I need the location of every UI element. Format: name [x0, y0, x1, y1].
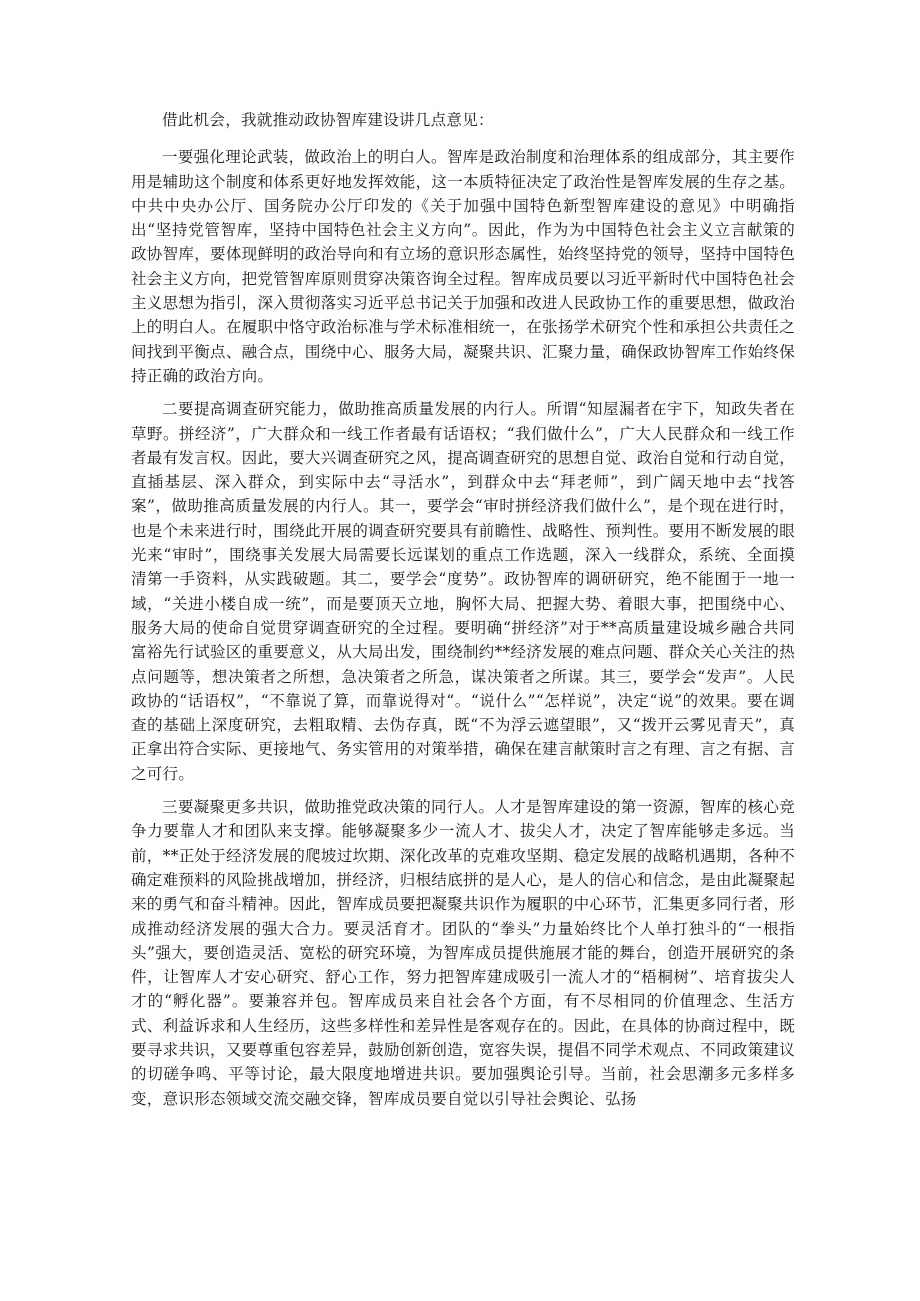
- paragraph-theory: 一要强化理论武装，做政治上的明白人。智库是政治制度和治理体系的组成部分，其主要作用是辅助这个制度和体系更好地发挥效能，这一本质特征决定了政治性是智库发展的生存之基。中共中央办公厅、国务院办公厅印发的《关于加强中国特色新型智库建设的意见》中明确指出“坚持党管智库，坚持中国特色社会主义方向”。因此，作为为中国特色社会主义立言献策的政协智库，要体现鲜明的政治导向和有立场的意识形态属性，始终坚持党的领导，坚持中国特色社会主义方向，把党管智库原则贯穿决策咨询全过程。智库成员要以习近平新时代中国特色社会主义思想为指引，深入贯彻落实习近平总书记关于加强和改进人民政协工作的重要思想，做政治上的明白人。在履职中恪守政治标准与学术标准相统一，在张扬学术研究个性和承担公共责任之间找到平衡点、融合点，围绕中心、服务大局，凝聚共识、汇聚力量，确保政协智库工作始终保持正确的政治方向。: [131, 148, 795, 385]
- intro-paragraph: 借此机会，我就推动政协智库建设讲几点意见：: [162, 111, 494, 129]
- paragraph-consensus: 三要凝聚更多共识，做助推党政决策的同行人。人才是智库建设的第一资源，智库的核心竞争力要靠人才和团队来支撑。能够凝聚多少一流人才、拔尖人才，决定了智库能够走多远。当前，**正处于经济发展的爬坡过坎期、深化改革的克难攻坚期、稳定发展的战略机遇期，各种不确定难预料的风险挑战增加，拼经济，归根结底拼的是人心，是人的信心和信念，是由此凝聚起来的勇气和奋斗精神。因此，智库成员要把凝聚共识作为履职的中心环节，汇集更多同行者，形成推动经济发展的强大合力。要灵活育才。团队的“拳头”力量始终比个人单打独斗的“一根指头”强大，要创造灵活、宽松的研究环境，为智库成员提供施展才能的舞台，创造开展研究的条件，让智库人才安心研究、舒心工作，努力把智库建成吸引一流人才的“梧桐树”、培育拔尖人才的“孵化器”。要兼容并包。智库成员来自社会各个方面，有不尽相同的价值理念、生活方式、利益诉求和人生经历，这些多样性和差异性是客观存在的。因此，在具体的协商过程中，既要寻求共识，又要尊重包容差异，鼓励创新创造，宽容失误，提倡不同学术观点、不同政策建议的切磋争鸣、平等讨论，最大限度地增进共识。要加强舆论引导。当前，社会思潮多元多样多变，意识形态领域交流交融交锋，智库成员要自觉以引导社会舆论、弘扬: [131, 798, 795, 1108]
- paragraph-research: 二要提高调查研究能力，做助推高质量发展的内行人。所谓“知屋漏者在宇下，知政失者在草野。拼经济”，广大群众和一线工作者最有话语权；“我们做什么”，广大人民群众和一线工作者最有发言权。因此，要大兴调查研究之风，提高调查研究的思想自觉、政治自觉和行动自觉，直插基层、深入群众，到实际中去“寻活水”，到群众中去“拜老师”，到广阔天地中去“找答案”，做助推高质量发展的内行人。其一，要学会“审时拼经济我们做什么”，是个现在进行时，也是个未来进行时，围绕此开展的调查研究要具有前瞻性、战略性、预判性。要用不断发展的眼光来“审时”，围绕事关发展大局需要长远谋划的重点工作选题，深入一线群众，系统、全面摸清第一手资料，从实践破题。其二，要学会“度势”。政协智库的调研研究，绝不能囿于一地一域，“关进小楼自成一统”，而是要顶天立地，胸怀大局、把握大势、着眼大事，把围绕中心、服务大局的使命自觉贯穿调查研究的全过程。要明确“拼经济”对于**高质量建设城乡融合共同富裕先行试验区的重要意义，从大局出发，围绕制约**经济发展的难点问题、群众关心关注的热点问题等，想决策者之所想，急决策者之所急，谋决策者之所谋。其三，要学会“发声”。人民政协的“话语权”，“不靠说了算，而靠说得对“。“说什么”“怎样说”，决定“说”的效果。要在调查的基础上深度研究，去粗取精、去伪存真，既“不为浮云遮望眼”，又“拨开云雾见青天”，真正拿出符合实际、更接地气、务实管用的对策举措，确保在建言献策时言之有理、言之有据、言之可行。: [131, 400, 795, 783]
- document-body: [131, 108, 795, 1120]
